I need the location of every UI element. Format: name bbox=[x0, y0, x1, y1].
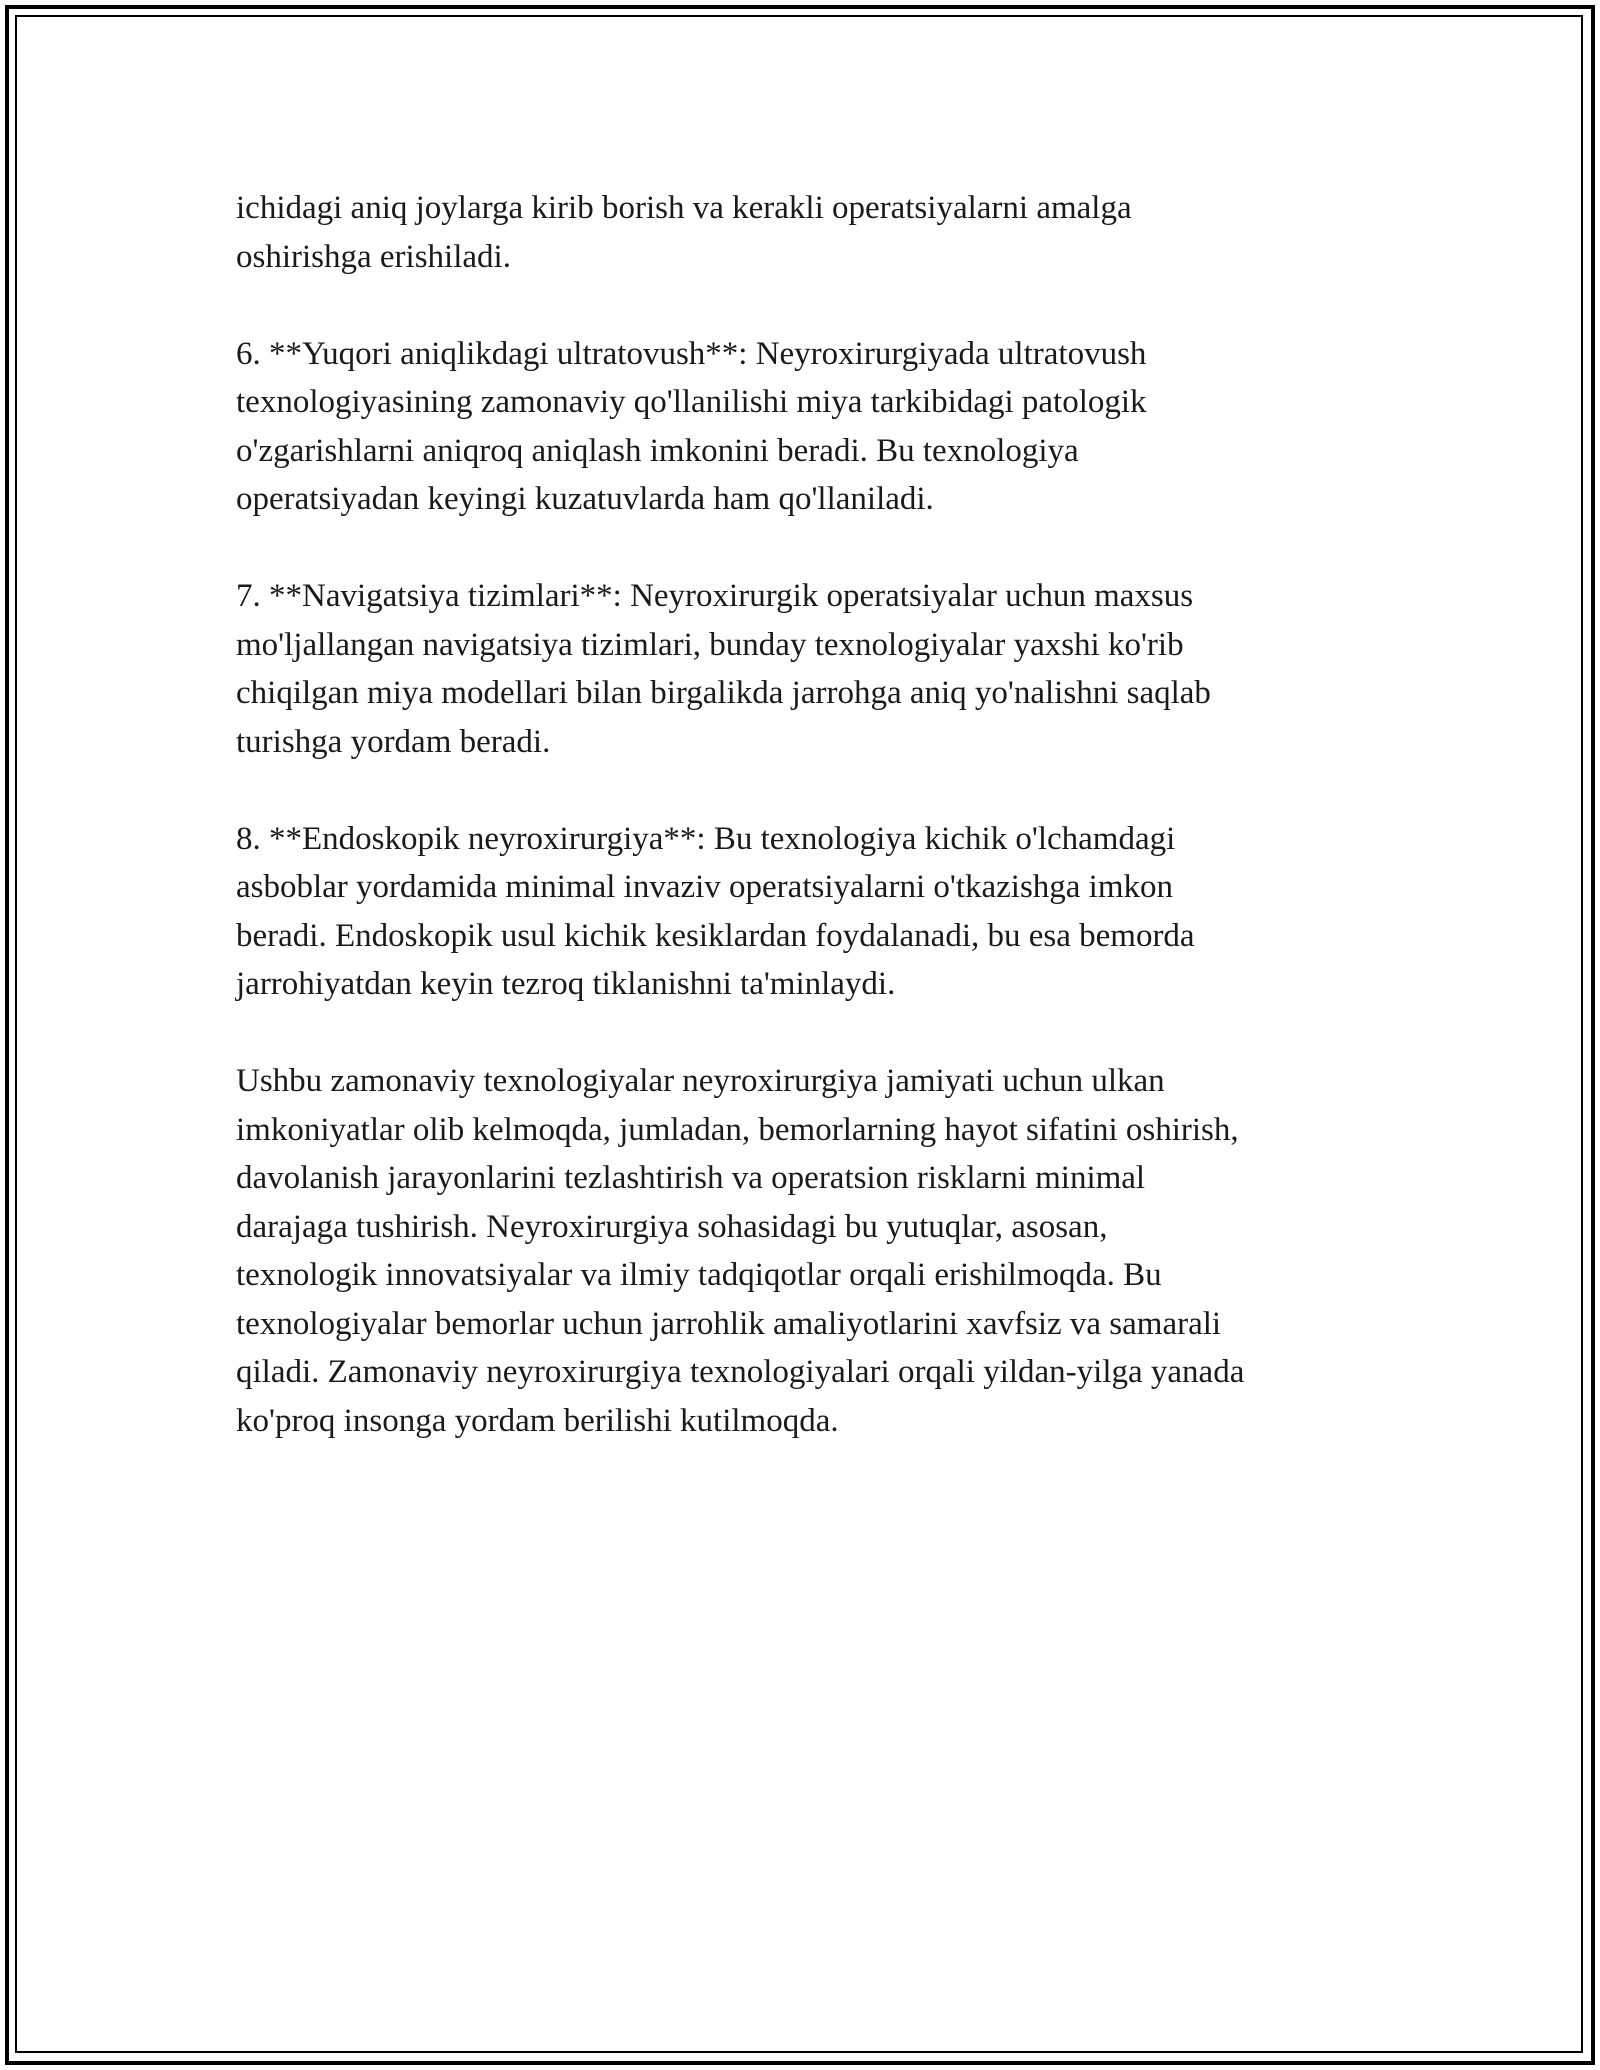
paragraph-item-7-navigation: 7. **Navigatsiya tizimlari**: Neyroxirurgik operatsiyalar uchun maxsus mo'ljallangan navigatsiya tizimlari, bunday texnologiyalar yaxshi ko'rib chiqilgan miya modellari bilan birgalikda jarrohga aniq yo'nalishni saqlab turishga yordam beradi. bbox=[236, 578, 1211, 760]
document-body bbox=[236, 184, 1386, 1494]
paragraph-continuation: ichidagi aniq joylarga kirib borish va kerakli operatsiyalarni amalga oshirishga erishiladi. bbox=[236, 190, 1132, 275]
paragraph-conclusion: Ushbu zamonaviy texnologiyalar neyroxirurgiya jamiyati uchun ulkan imkoniyatlar olib kelmoqda, jumladan, bemorlarning hayot sifatini oshirish, davolanish jarayonlarini tezlashtirish va operatsion risklarni minimal darajaga tushirish. Neyroxirurgiya sohasidagi bu yutuqlar, asosan, texnologik innovatsiyalar va ilmiy tadqiqotlar orqali erishilmoqda. Bu texnologiyalar bemorlar uchun jarrohlik amaliyotlarini xavfsiz va samarali qiladi. Zamonaviy neyroxirurgiya texnologiyalari orqali yildan-yilga yanada ko'proq insonga yordam berilishi kutilmoqda. bbox=[236, 1063, 1245, 1439]
paragraph-item-8-endoscopic: 8. **Endoskopik neyroxirurgiya**: Bu texnologiya kichik o'lchamdagi asboblar yordamida minimal invaziv operatsiyalarni o'tkazishga imkon beradi. Endoskopik usul kichik kesiklardan foydalanadi, bu esa bemorda jarrohiyatdan keyin tezroq tiklanishni ta'minlaydi. bbox=[236, 820, 1195, 1002]
paragraph-item-6-ultrasound: 6. **Yuqori aniqlikdagi ultratovush**: Neyroxirurgiyada ultratovush texnologiyasining zamonaviy qo'llanilishi miya tarkibidagi patologik o'zgarishlarni aniqroq aniqlash imkonini beradi. Bu texnologiya operatsiyadan keyingi kuzatuvlarda ham qo'llaniladi. bbox=[236, 335, 1147, 517]
